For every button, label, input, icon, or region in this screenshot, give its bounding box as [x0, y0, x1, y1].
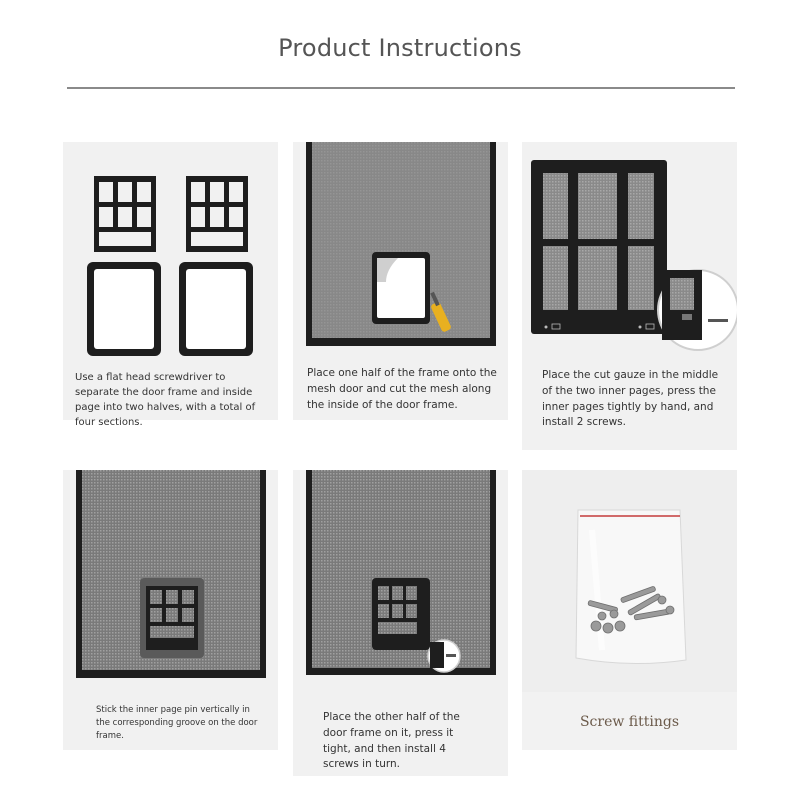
step-card-2 — [293, 142, 508, 420]
step-caption-1: Use a flat head screwdriver to separate the door frame and inside page into two halves, with a total of four sections. — [75, 372, 256, 428]
title-divider — [67, 87, 735, 89]
step-caption-6: Screw fittings — [579, 714, 680, 730]
magnifier-detail-icon — [428, 640, 460, 672]
disassembled-frame-illustration — [63, 142, 278, 362]
door-frame-right — [179, 262, 253, 356]
step-caption-5: Place the other half of the door frame on it, press it tight, and then install 4 screws in turn. — [323, 711, 460, 771]
page-title: Product Instructions — [278, 34, 522, 62]
step-card-6 — [522, 470, 737, 750]
magnifier-detail-icon — [658, 270, 737, 350]
door-frame-left — [87, 262, 161, 356]
step-card-5 — [293, 470, 508, 776]
step-caption-4: Stick the inner page pin vertically in the corresponding groove on the door frame. — [96, 705, 258, 742]
step-caption-3: Place the cut gauze in the middle of the two inner pages, press the inner pages tightly by hand, and install 2 screws. — [542, 369, 719, 429]
step-card-1 — [63, 142, 278, 428]
frame-screw-install-illustration — [306, 470, 496, 675]
step-card-3 — [522, 142, 737, 450]
step-caption-2: Place one half of the frame onto the mesh door and cut the mesh along the inside of the door frame. — [307, 367, 497, 411]
inner-page-right — [186, 176, 248, 252]
inner-page-left — [94, 176, 156, 252]
step-card-4 — [63, 470, 278, 750]
screw-bag-photo — [522, 470, 737, 692]
mesh-door-inner-page-illustration — [76, 470, 266, 678]
inner-pages-assembly-illustration — [522, 142, 737, 357]
mesh-cut-illustration — [306, 142, 496, 346]
